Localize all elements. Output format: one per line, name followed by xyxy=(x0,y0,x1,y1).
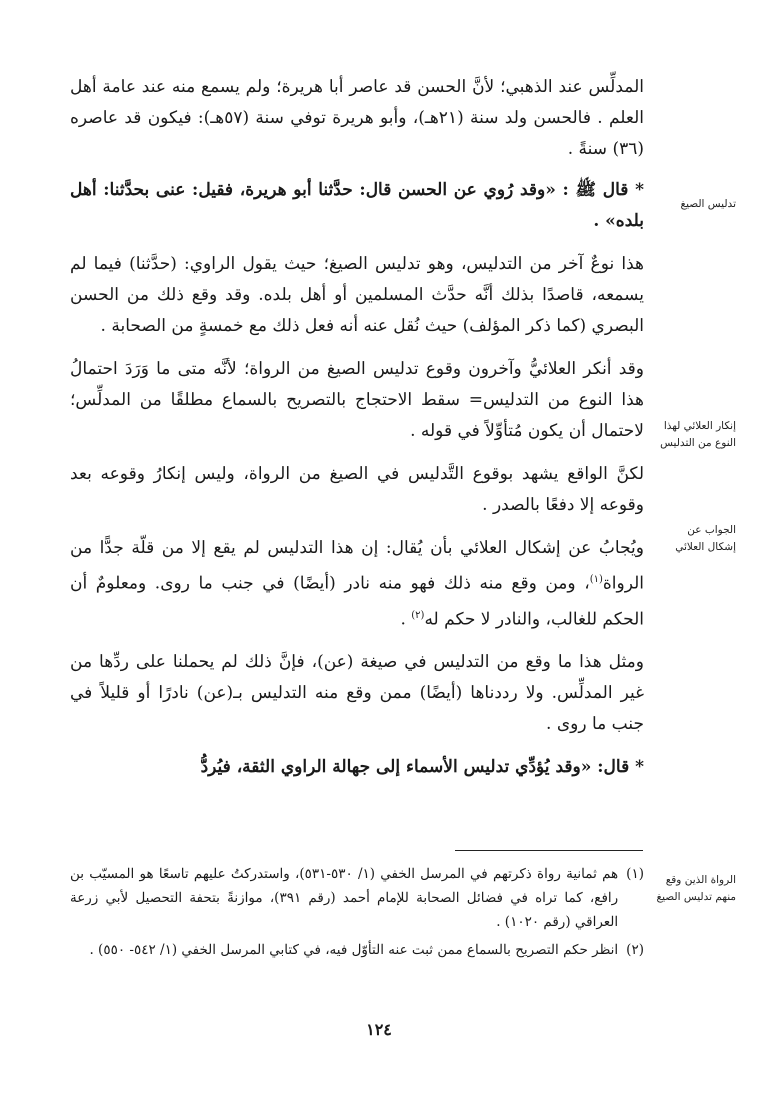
footnote-1 xyxy=(70,862,644,934)
margin-note-reply: الجواب عن إشكال العلائي xyxy=(675,524,736,553)
footnote-1-number: (١) xyxy=(626,866,644,882)
margin-note-narrators: الرواة الذين وقع منهم تدليس الصيغ xyxy=(656,874,736,903)
quote-paragraph-2: * قال: «وقد يُؤدِّي تدليس الأسماء إلى جهالة الراوي الثقة، فيُردُّ xyxy=(200,757,644,778)
page-number: ١٢٤ xyxy=(366,1020,392,1039)
footnote-2 xyxy=(70,938,644,962)
footnote-ref-1[interactable]: (١) xyxy=(589,574,603,585)
footnote-separator xyxy=(455,850,643,851)
quote-paragraph-1: * قال ﷺ : «وقد رُوي عن الحسن قال: حدَّثنا أبو هريرة، فقيل: عنى بحدَّثنا: أهل بلده» . xyxy=(70,180,644,231)
margin-note-sigh-tadlis: تدليس الصيغ xyxy=(680,198,736,210)
footnote-2-text: انظر حكم التصريح بالسماع ممن ثبت عنه التأوّل فيه، في كتابي المرسل الخفي (١/ ٥٤٢- ٥٥٠) . xyxy=(89,942,619,958)
paragraph-4: وقد أنكر العلائيُّ وآخرون وقوع تدليس الصيغ من الرواة؛ لأنَّه متى ما وَرَدَ احتمالُ هذا النوع من التدليس= سقط الاحتجاج بالتصريح بالسماع مطلقًا من المدلِّس؛ لاحتمال أن يكون مُتأوِّلاً في قوله . xyxy=(70,359,644,441)
footnotes xyxy=(70,862,644,966)
paragraph-7: ومثل هذا ما وقع من التدليس في صيغة (عن)، فإنَّ ذلك لم يحملنا على ردِّها من غير المدلِّس. ولا رددناها (أيضًا) ممن وقع منه التدليس بـ(عن) نادرًا أو قليلاً في جنب ما روى . xyxy=(70,652,644,735)
paragraph-3: هذا نوعٌ آخر من التدليس، وهو تدليس الصيغ؛ حيث يقول الراوي: (حدَّثنا) فيما لم يسمعه، قاصدًا بذلك أنَّه حدَّث المسلمين أو أهل بلده. وقد وقع ذلك من الحسن البصري (كما ذكر المؤلف) حيث نُقل عنه أنه فعل ذلك مع خمسةٍ من الصحابة . xyxy=(70,254,644,336)
paragraph-6-part-c: . xyxy=(400,609,412,630)
paragraph-6 xyxy=(70,533,644,635)
paragraph-6-part-b: ، ومن وقع منه ذلك فهو منه نادر (أيضًا) في جنب ما روى. ومعلومٌ أن الحكم للغالب، والنادر لا حكم له xyxy=(70,573,644,630)
footnote-1-text: هم ثمانية رواة ذكرتهم في المرسل الخفي (١/ ٥٣٠-٥٣١)، واستدركتُ عليهم تاسعًا هو المسيّب بن رافع، كما تراه في فضائل الصحابة للإمام أحمد (رقم ٣٩١)، موازنةً بتحفة التحصيل لأبي زرعة العراقي (رقم ١٠٢٠) . xyxy=(70,866,619,930)
main-text xyxy=(70,72,644,795)
footnote-ref-2[interactable]: (٢) xyxy=(411,609,425,621)
margin-note-alai-denial: إنكار العلائي لهذا النوع من التدليس xyxy=(660,420,736,449)
paragraph-1: المدلِّس عند الذهبي؛ لأنَّ الحسن قد عاصر أبا هريرة؛ ولم يسمع منه عند عامة أهل العلم . فالحسن ولد سنة (٢١هـ)، وأبو هريرة توفي سنة (٥٧هـ): فيكون قد عاصره (٣٦) سنةً . xyxy=(70,77,645,159)
footnote-2-number: (٢) xyxy=(626,942,644,958)
paragraph-6-part-a: ويُجابُ عن إشكال العلائي بأن يُقال: إن هذا التدليس لم يقع إلا من قلّة جدًّا من الرواة xyxy=(70,538,644,594)
paragraph-5: لكنَّ الواقع يشهد بوقوع التَّدليس في الصيغ من الرواة، وليس إنكارُ وقوعه بعد وقوعه إلا دفعًا بالصدر . xyxy=(70,464,644,515)
